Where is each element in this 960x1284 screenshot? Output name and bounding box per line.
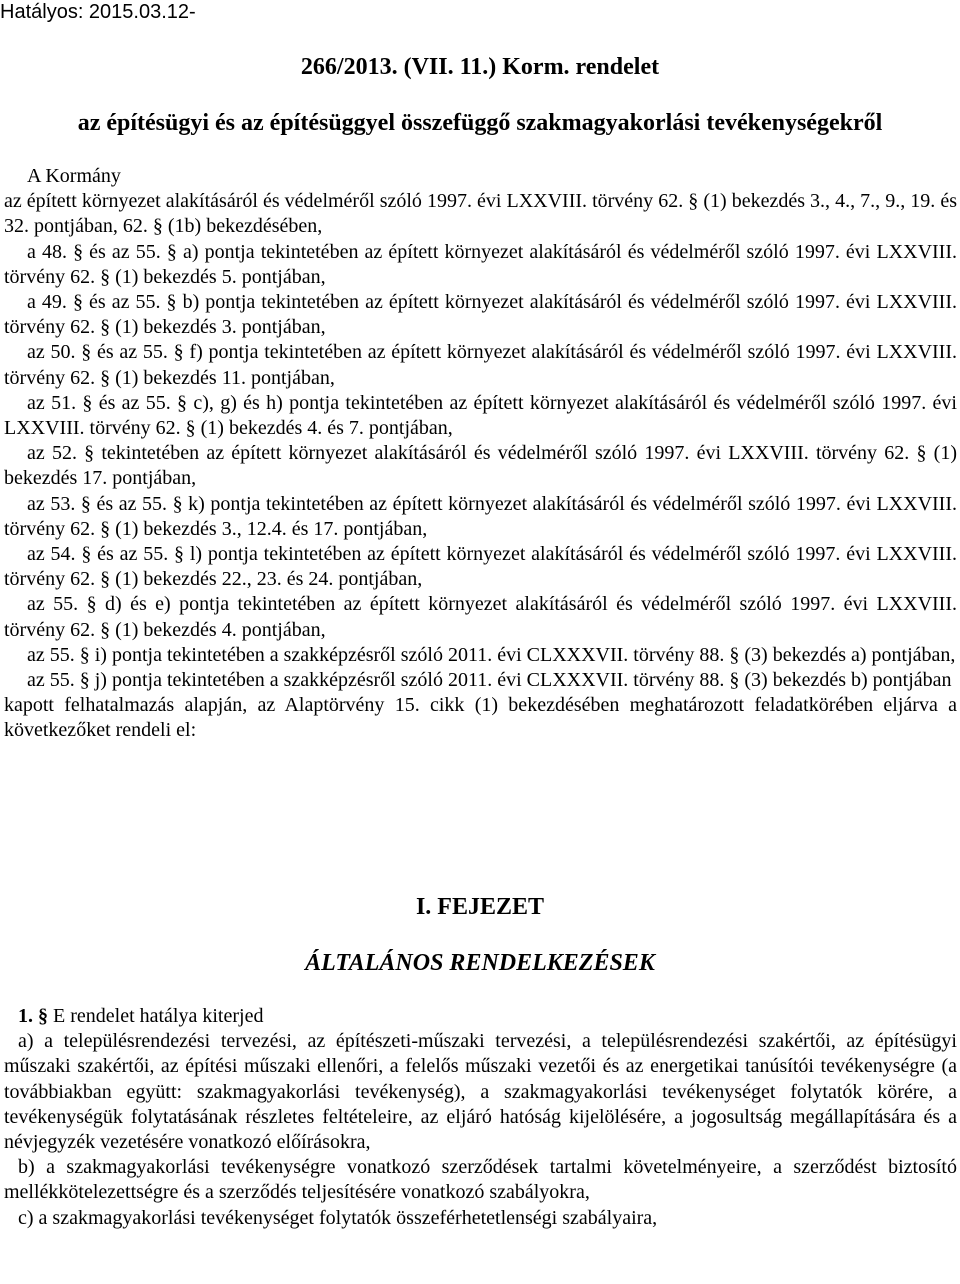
- chapter-title: ÁLTALÁNOS RENDELKEZÉSEK: [305, 950, 655, 976]
- preamble-item: az 54. § és az 55. § l) pontja tekintetében az épített környezet alakításáról és védelméről szóló 1997. évi LXXVIII. törvény 62. § (1) bekezdés 22., 23. és 24. pontjában,: [4, 543, 957, 591]
- preamble-item: az 55. § i) pontja tekintetében a szakképzésről szóló 2011. évi CLXXXVII. törvény 88. § (3) bekezdés a) pontjában,: [27, 643, 956, 666]
- preamble-item: az 52. § tekintetében az épített környezet alakításáról és védelméről szóló 1997. évi LXXVIII. törvény 62. § (1) bekezdés 17. pontjában,: [4, 442, 957, 490]
- preamble-item: a 49. § és az 55. § b) pontja tekintetében az épített környezet alakításáról és védelméről szóló 1997. évi LXXVIII. törvény 62. § (1) bekezdés 3. pontjában,: [4, 291, 957, 339]
- effective-date: Hatályos: 2015.03.12-: [0, 1, 196, 23]
- preamble-intro: A Kormány: [27, 165, 121, 187]
- preamble-item: az épített környezet alakításáról és védelméről szóló 1997. évi LXXVIII. törvény 62. § (1) bekezdés 3., 4., 7., 9., 19. és 32. pontjában, 62. § (1b) bekezdésében,: [4, 190, 957, 238]
- section-lead: E rendelet hatálya kiterjed: [53, 1005, 264, 1027]
- section-point: b) a szakmagyakorlási tevékenységre vonatkozó szerződések tartalmi követelményeire, a szerződést biztosító mellékkötelezettségre és a szerződés teljesítésére vonatkozó szabályokra,: [4, 1156, 957, 1204]
- section-point: a) a településrendezési tervezési, az építészeti-műszaki tervezési, a településrendezési szakértői, az építésügyi műszaki szakértői, az építési műszaki ellenőri, a felelős műszaki vezetői és az energetikai tanúsítói tevékenységre (a továbbiakban együtt: szakmagyakorlási tevékenység), a szakmagyakorlási tevékenységet folytatók körére, a tevékenységük folytatásának részletes feltételeire, az eljáró hatóság kijelölésére, a jogosultság megállapítására és a névjegyzék vezetésére vonatkozó előírásokra,: [4, 1030, 957, 1154]
- section-number: 1. §: [18, 1005, 48, 1027]
- preamble-item: az 55. § d) és e) pontja tekintetében az épített környezet alakításáról és védelméről szóló 1997. évi LXXVIII. törvény 62. § (1) bekezdés 4. pontjában,: [4, 593, 957, 641]
- decree-number: 266/2013. (VII. 11.) Korm. rendelet: [300, 54, 660, 80]
- preamble-closing: kapott felhatalmazás alapján, az Alaptörvény 15. cikk (1) bekezdésében meghatározott feladatkörében eljárva a következőket rendeli el:: [4, 694, 957, 742]
- decree-subject: az építésügyi és az építésüggyel összefüggő szakmagyakorlási tevékenységekről: [77, 110, 883, 136]
- preamble: [4, 164, 957, 744]
- section-1: [4, 1004, 957, 1231]
- preamble-item: az 53. § és az 55. § k) pontja tekintetében az épített környezet alakításáról és védelméről szóló 1997. évi LXXVIII. törvény 62. § (1) bekezdés 3., 12.4. és 17. pontjában,: [4, 492, 957, 540]
- section-heading: [4, 1004, 957, 1029]
- preamble-item: a 48. § és az 55. § a) pontja tekintetében az épített környezet alakításáról és védelméről szóló 1997. évi LXXVIII. törvény 62. § (1) bekezdés 5. pontjában,: [4, 240, 957, 288]
- preamble-item: az 50. § és az 55. § f) pontja tekintetében az épített környezet alakításáról és védelméről szóló 1997. évi LXXVIII. törvény 62. § (1) bekezdés 11. pontjában,: [4, 341, 957, 389]
- preamble-item: az 55. § j) pontja tekintetében a szakképzésről szóló 2011. évi CLXXXVII. törvény 88. § (3) bekezdés b) pontjában: [27, 669, 952, 692]
- section-point: c) a szakmagyakorlási tevékenységet folytatók összeférhetetlenségi szabályaira,: [18, 1206, 658, 1229]
- chapter-number: I. FEJEZET: [415, 894, 545, 920]
- preamble-item: az 51. § és az 55. § c), g) és h) pontja tekintetében az épített környezet alakításáról és védelméről szóló 1997. évi LXXVIII. törvény 62. § (1) bekezdés 4. és 7. pontjában,: [4, 391, 957, 440]
